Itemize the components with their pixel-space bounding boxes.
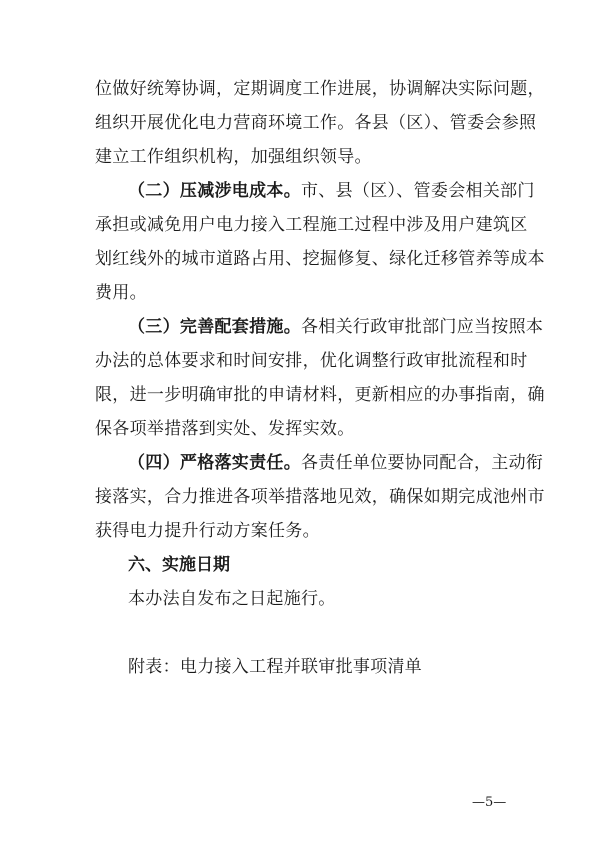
section-3-title: （三）完善配套措施。 xyxy=(128,317,301,337)
section-4-line-1: 各责任单位要协同配合，主动衔 xyxy=(301,453,544,473)
section-4-title: （四）严格落实责任。 xyxy=(128,453,301,473)
section-2-line-1: 市、县（区）、管委会相关部门 xyxy=(301,181,535,201)
section-3-line-2: 办法的总体要求和时间安排，优化调整行政审批流程和时 xyxy=(95,351,528,371)
intro-line-2: 组织开展优化电力营商环境工作。各县（区）、管委会参照 xyxy=(95,113,537,133)
section-2-first-line xyxy=(128,180,535,202)
page-number: —5— xyxy=(472,795,507,810)
section-3-line-3: 限，进一步明确审批的申请材料，更新相应的办事指南，确 xyxy=(95,385,545,405)
section-3-line-4: 保各项举措落到实处、发挥实效。 xyxy=(95,419,355,439)
section-6-body: 本办法自发布之日起施行。 xyxy=(128,589,336,609)
section-4-line-3: 获得电力提升行动方案任务。 xyxy=(95,521,320,541)
section-3-line-1: 各相关行政审批部门应当按照本 xyxy=(301,317,544,337)
section-2-line-4: 费用。 xyxy=(95,283,147,303)
section-2-line-2: 承担或减免用户电力接入工程施工过程中涉及用户建筑区 xyxy=(95,215,528,235)
section-4-first-line xyxy=(128,452,544,474)
attachment-note: 附表：电力接入工程并联审批事项清单 xyxy=(128,657,423,677)
intro-line-1: 位做好统筹协调，定期调度工作进展，协调解决实际问题， xyxy=(95,79,545,99)
section-2-line-3: 划红线外的城市道路占用、挖掘修复、绿化迁移管养等成本 xyxy=(95,249,545,269)
section-2-title: （二）压减涉电成本。 xyxy=(128,181,301,201)
section-6-heading: 六、实施日期 xyxy=(128,555,230,575)
intro-line-3: 建立工作组织机构，加强组织领导。 xyxy=(95,147,372,167)
section-4-line-2: 接落实，合力推进各项举措落地见效，确保如期完成池州市 xyxy=(95,487,545,507)
section-3-first-line xyxy=(128,316,544,338)
